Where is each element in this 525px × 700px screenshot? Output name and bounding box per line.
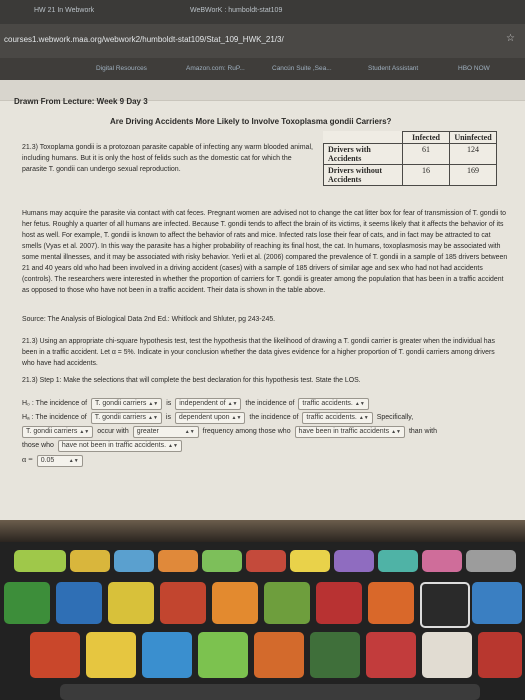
alpha-row xyxy=(22,455,85,467)
cell-without-infected: 16 xyxy=(403,165,450,186)
key-decal xyxy=(158,550,198,572)
chevron-down-icon: ▲▼ xyxy=(227,401,238,407)
table-row xyxy=(324,144,497,165)
ha-label: Hₐ : The incidence of xyxy=(22,414,87,421)
source-citation: Source: The Analysis of Biological Data 2nd Ed.: Whitlock and Shluter, pg 243-245. xyxy=(22,316,276,323)
bookmark-hbo-now[interactable]: HBO NOW xyxy=(458,65,490,72)
h0-text-incidence: the incidence of xyxy=(245,400,295,407)
chevron-down-icon: ▲▼ xyxy=(231,415,242,421)
address-bar[interactable] xyxy=(0,24,525,58)
row-label-without-accidents: Drivers without Accidents xyxy=(324,165,403,186)
key-decal xyxy=(108,582,154,624)
webwork-page xyxy=(0,80,525,520)
key-decal xyxy=(30,632,80,678)
key-decal xyxy=(4,582,50,624)
row-label-with-accidents: Drivers with Accidents xyxy=(324,144,403,165)
table-corner xyxy=(324,132,403,144)
key-decal xyxy=(14,550,66,572)
h0-select-outcome[interactable]: traffic accidents. ▲▼ xyxy=(298,398,368,410)
key-decal xyxy=(334,550,374,572)
key-decal xyxy=(478,632,522,678)
key-decal xyxy=(198,632,248,678)
spec-select-frequency[interactable]: greater ▲▼ xyxy=(133,426,199,438)
question-text: 21.3) Using an appropriate chi-square hypothesis test, test the hypothesis that the likelihood of drawing a T. gondii carrier is greater when the individual has been in a traffic accident. Let α = 5%. Indicate in your conclusion whether the data gives evidence for a higher proportion of T. gondii carriers among drivers who have had accidents. xyxy=(22,338,495,367)
header-uninfected: Uninfected xyxy=(450,132,497,144)
bookmark-digital-resources[interactable]: Digital Resources xyxy=(96,65,147,72)
h0-label: H₀ : The incidence of xyxy=(22,400,88,407)
cell-with-infected: 61 xyxy=(403,144,450,165)
laptop-bezel xyxy=(0,520,525,542)
key-decal xyxy=(86,632,136,678)
key-decal xyxy=(472,582,522,624)
key-decal xyxy=(378,550,418,572)
cell-with-uninfected: 124 xyxy=(450,144,497,165)
spec-select-group-two[interactable]: have not been in traffic accidents. ▲▼ xyxy=(58,440,182,452)
spec-text-frequency: frequency among those who xyxy=(202,428,291,435)
key-decal xyxy=(142,632,192,678)
problem-intro: 21.3) Toxoplama gondii is a protozoan parasite capable of infecting any warm blooded animal, including humans. But it is only the host of felids such as the domestic cat for which the parasite T. gondii can undergo sexual reproduction. xyxy=(22,144,313,173)
tab-hw21[interactable]: HW 21 In Webwork xyxy=(34,7,95,14)
ha-select-variable[interactable]: T. gondii carriers ▲▼ xyxy=(91,412,162,424)
chevron-down-icon: ▲▼ xyxy=(354,401,365,407)
h0-select-variable[interactable]: T. gondii carriers ▲▼ xyxy=(91,398,162,410)
url-text: courses1.webwork.maa.org/webwork2/humboldt-stat109/Stat_109_HWK_21/3/ xyxy=(4,35,284,44)
key-decal xyxy=(466,550,516,572)
chevron-down-icon: ▲▼ xyxy=(168,443,178,449)
specific-line xyxy=(22,426,437,438)
alpha-select[interactable]: 0.05 ▲▼ xyxy=(37,455,83,467)
background-paragraph: Humans may acquire the parasite via contact with cat feces. Pregnant women are advised not to change the cat litter box for fear of transmission of T. gondii to her fetus. Roughly a quarter of all humans are infected. Because T. gondii tends to affect the brain of its victims, it seems likely that it affects the behavior of its host as well. For example, T. gondii is known to affect the behavior of rats and mice. Infected rats lose their fear of cats, and in fact may be attracted to cat smells (Vyas et al. 2007). In this way the parasite has a higher probability of reaching its final host, the cat. In humans, toxoplasmosis may be associated with some mental illnesses, and it may be associated with risky behavior. Yerli et al. (2006) compared the prevalence of T. gondii in a sample of 185 drivers between 21 and 40 years old who had been involved in a driving accident (cases) with a sample of 185 drivers of similar age and sex who had not had accidents (controls). The researchers were interested in whether the proportion of carriers for T. gondii is greater among the population that has been in a traffic accident as opposed to those who have not been in a traffic accident. Their data is shown in the table above. xyxy=(22,210,508,294)
spec-select-variable[interactable]: T. gondii carriers ▲▼ xyxy=(22,426,93,438)
key-decal xyxy=(246,550,286,572)
problem-title: Are Driving Accidents More Likely to Involve Toxoplasma gondii Carriers? xyxy=(110,117,392,126)
key-decal xyxy=(316,582,362,624)
key-decal xyxy=(422,632,472,678)
key-decal xyxy=(264,582,310,624)
header-infected: Infected xyxy=(403,132,450,144)
spec-select-group-one[interactable]: have been in traffic accidents ▲▼ xyxy=(295,426,405,438)
bookmarks-bar xyxy=(0,58,525,80)
key-decal xyxy=(160,582,206,624)
chevron-down-icon: ▲▼ xyxy=(148,401,159,407)
star-icon[interactable]: ☆ xyxy=(506,33,515,44)
chevron-down-icon: ▲▼ xyxy=(68,458,79,464)
chevron-down-icon: ▲▼ xyxy=(79,429,90,435)
bookmark-student-assistant[interactable]: Student Assistant xyxy=(368,65,419,72)
lecture-heading: Drawn From Lecture: Week 9 Day 3 xyxy=(14,97,148,106)
key-decal xyxy=(368,582,414,624)
key-decal xyxy=(422,550,462,572)
spec-text-those: those who xyxy=(22,442,54,449)
spec-text-than: than with xyxy=(408,428,437,435)
key-decal xyxy=(310,632,360,678)
chevron-down-icon: ▲▼ xyxy=(358,415,369,421)
contingency-table xyxy=(323,131,497,186)
bookmark-amazon[interactable]: Amazon.com: RuP... xyxy=(186,65,245,72)
alpha-label: α = xyxy=(22,455,33,464)
ha-select-outcome[interactable]: traffic accidents. ▲▼ xyxy=(302,412,372,424)
specific-line-2 xyxy=(22,440,184,452)
ha-select-relation[interactable]: dependent upon ▲▼ xyxy=(175,412,246,424)
key-decal xyxy=(420,582,470,628)
ha-line xyxy=(22,412,413,424)
key-decal xyxy=(254,632,304,678)
h0-select-relation[interactable]: independent of ▲▼ xyxy=(175,398,241,410)
browser-tab-bar xyxy=(0,0,525,24)
key-decal xyxy=(212,582,258,624)
ha-text-incidence: the incidence of xyxy=(249,414,299,421)
chevron-down-icon: ▲▼ xyxy=(148,415,158,421)
ha-text-specifically: Specifically, xyxy=(376,414,414,421)
key-decal xyxy=(114,550,154,572)
key-decal xyxy=(202,550,242,572)
ha-text-is: is xyxy=(165,414,171,421)
key-decal xyxy=(60,684,480,700)
key-decal xyxy=(56,582,102,624)
key-decal xyxy=(70,550,110,572)
cell-without-uninfected: 169 xyxy=(450,165,497,186)
key-decal xyxy=(290,550,330,572)
chevron-down-icon: ▲▼ xyxy=(391,429,401,435)
bookmark-cancun[interactable]: Cancún Suite ,Sea... xyxy=(272,65,332,72)
chevron-down-icon: ▲▼ xyxy=(184,429,195,435)
laptop-keyboard-decal xyxy=(0,520,525,700)
table-row xyxy=(324,165,497,186)
step-instruction: 21.3) Step 1: Make the selections that will complete the best declaration for this hypothesis test. State the LOS. xyxy=(22,377,361,384)
spec-text-occur: occur with xyxy=(97,428,129,435)
key-decal xyxy=(366,632,416,678)
tab-webwork[interactable]: WeBWorK : humboldt-stat109 xyxy=(190,7,283,14)
h0-text-is: is xyxy=(166,400,172,407)
h0-line xyxy=(22,398,371,410)
